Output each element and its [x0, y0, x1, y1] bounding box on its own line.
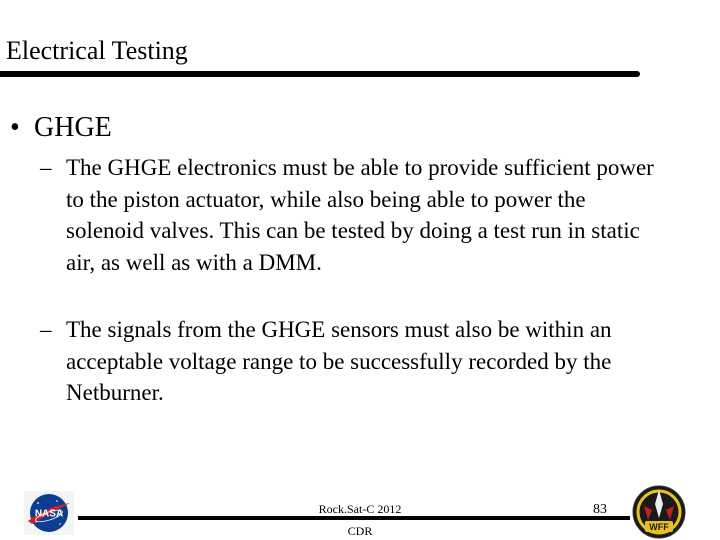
sub-bullet-power	[40, 152, 660, 278]
bullet-label: GHGE	[34, 112, 112, 143]
page-number: 83	[593, 502, 607, 517]
footer-event: Rock.Sat-C 2012	[318, 502, 402, 516]
bullet-dot-icon: •	[10, 112, 20, 143]
sub-bullet-text: The GHGE electronics must be able to provide sufficient power to the piston actuator, while also being able to power the solenoid valves. This can be tested by doing a test run in static air, as well as with a DMM.	[66, 155, 654, 275]
footer-rule	[78, 516, 630, 520]
slide-title: Electrical Testing	[6, 36, 188, 65]
nasa-logo-lettering: NASA	[34, 508, 64, 520]
dash-icon: –	[40, 317, 52, 342]
wff-patch-icon	[630, 484, 688, 540]
nasa-logo-icon	[24, 491, 74, 535]
bullet-ghge	[10, 112, 112, 144]
footer-review: CDR	[347, 524, 373, 538]
sub-bullet-text: The signals from the GHGE sensors must also be within an acceptable voltage range to be successfully recorded by the Netburner.	[66, 317, 612, 405]
sub-bullet-signals	[40, 314, 660, 409]
dash-icon: –	[40, 155, 52, 180]
title-underline	[0, 71, 640, 77]
wff-patch-lettering: WFF	[649, 522, 669, 532]
